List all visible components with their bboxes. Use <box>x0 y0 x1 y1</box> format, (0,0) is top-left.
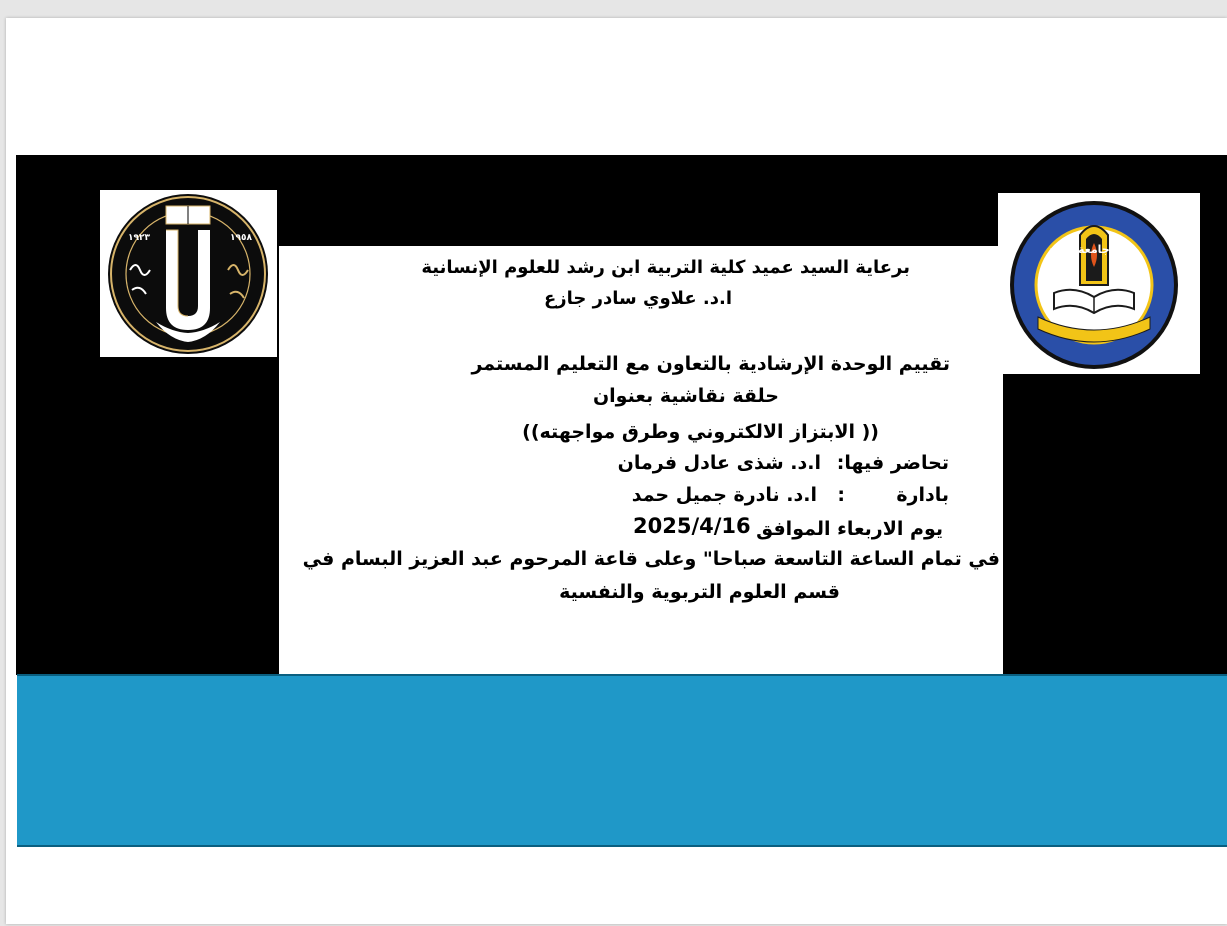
lecturer-name: ا.د. شذى عادل فرمان <box>617 452 821 474</box>
college-ibn-rushd-emblem-icon <box>100 190 277 357</box>
date-value: 2025/4/16 <box>633 514 751 538</box>
dean-name: ا.د. علاوي سادر جازع <box>544 288 732 309</box>
moderator-label: بادارة <box>896 484 949 506</box>
blue-footer-band <box>17 674 1227 847</box>
ring-year-right: ١٩٥٨ <box>230 233 252 243</box>
date-label: يوم الاربعاء الموافق <box>756 518 943 540</box>
university-name-ring: جامعة بغداد <box>1048 243 1110 256</box>
time-location-line: في تمام الساعة التاسعة صباحا" وعلى قاعة المرحوم عبد العزيز البسام في <box>302 548 1000 570</box>
event-title: (( الابتزاز الالكتروني وطرق مواجهته)) <box>522 421 879 443</box>
event-type: حلقة نقاشية بعنوان <box>592 385 779 407</box>
ring-year-left: ١٩٢٣ <box>128 233 150 243</box>
moderator-colon: : <box>837 484 845 506</box>
event-purpose: تقييم الوحدة الإرشادية بالتعاون مع التعليم المستمر <box>471 353 950 375</box>
lecturer-label: تحاضر فيها: <box>836 452 949 474</box>
patronage-line: برعاية السيد عميد كلية التربية ابن رشد للعلوم الإنسانية <box>421 257 910 278</box>
college-logo <box>100 190 277 357</box>
university-of-baghdad-emblem-icon <box>998 193 1200 374</box>
department-line: قسم العلوم التربوية والنفسية <box>559 581 840 603</box>
moderator-name: ا.د. نادرة جميل حمد <box>631 484 817 506</box>
university-logo <box>998 193 1200 374</box>
